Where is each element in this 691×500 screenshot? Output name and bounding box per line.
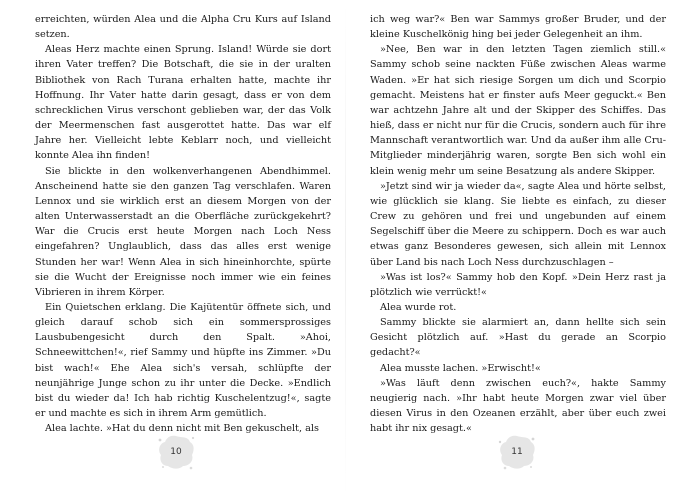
paragraph: »Nee, Ben war in den letzten Tagen ziemlich still.« Sammy schob seine nackten Füße zwischen Aleas warme Waden. »Er hat sich riesige Sorgen um dich und Scorpio gemacht. Meistens hat er finster aufs Meer geguckt.« Ben war achtzehn Jahre alt und der Skipper des Schiffes. Das hieß, dass er nicht nur für die Crucis, sondern auch für ihre Mannschaft verantwortlich war. Und da außer ihm alle Cru-Mitglieder minderjährig waren, sorgte Ben sich wohl ein klein wenig mehr um seine Besatzung als andere Skipper. xyxy=(370,44,666,177)
paragraph: ich weg war?« Ben war Sammys großer Bruder, und der kleine Kuschelkönig hing bei jeder Gelegenheit an ihm. xyxy=(370,14,666,41)
paragraph: »Was ist los?« Sammy hob den Kopf. »Dein Herz rast ja plötzlich wie verrückt!« xyxy=(370,271,666,298)
paragraph: »Was läuft denn zwischen euch?«, hakte Sammy neugierig nach. »Ihr habt heute Morgen zwar viel über diesen Virus in den Ozeanen erzählt, aber über euch zwei habt ihr nix gesagt.« xyxy=(370,377,666,435)
right-page xyxy=(370,12,666,436)
paragraph: Sammy blickte sie alarmiert an, dann hellte sich sein Gesicht plötzlich auf. »Hast du gerade an Scorpio gedacht?« xyxy=(370,317,666,359)
page-number: 10 xyxy=(170,447,182,457)
paragraph: Alea wurde rot. xyxy=(380,301,457,313)
paragraph: Ein Quietschen erklang. Die Kajütentür öffnete sich, und gleich darauf schob sich ein sommersprossiges Lausbubengesicht durch den Spalt. »Ahoi, Schneewittchen!«, rief Sammy und hüpfte ins Zimmer. »Du bist wach!« Ehe Alea sich's versah, schlüpfte der neunjährige Junge schon zu ihr unter die Decke. »Endlich bist du wieder da! Ich hab richtig Kuschelentzug!«, sagte er und machte es sich in ihrem Arm gemütlich. xyxy=(35,301,331,420)
page-number-ornament xyxy=(155,432,197,472)
paragraph: Aleas Herz machte einen Sprung. Island! Würde sie dort ihren Vater treffen? Die Botschaft, die sie in der uralten Bibliothek von Rach Turana erhalten hatte, machte ihr Hoffnung. Ihr Vater hatte darin gesagt, dass er von dem schrecklichen Virus verschont geblieben war, der das Volk der Meermenschen fast ausgerottet hatte. Das war elf Jahre her. Vielleicht lebte Keblarr noch, und vielleicht konnte Alea ihn finden! xyxy=(35,44,331,162)
page-number: 11 xyxy=(511,447,523,457)
paragraph: erreichten, würden Alea und die Alpha Cru Kurs auf Island setzen. xyxy=(35,14,331,41)
left-page xyxy=(35,12,331,436)
paragraph: Sie blickte in den wolkenverhangenen Abendhimmel. Anscheinend hatte sie den ganzen Tag verschlafen. Waren Lennox und sie wirklich erst an diesem Morgen von der alten Unterwasserstadt an die Oberfläche zurückgekehrt? War die Crucis erst heute Morgen nach Loch Ness eingefahren? Unglaublich, dass das alles erst wenige Stunden her war! Wenn Alea in sich hineinhorchte, spürte sie die Wucht der Ereignisse noch immer wie ein feines Vibrieren in ihrem Körper. xyxy=(35,165,331,298)
paragraph: Alea lachte. »Hat du denn nicht mit Ben gekuschelt, als xyxy=(45,423,319,435)
page-gutter xyxy=(345,0,346,500)
page-number-ornament xyxy=(496,432,538,472)
paragraph: Alea musste lachen. »Erwischt!« xyxy=(380,362,541,374)
paragraph: »Jetzt sind wir ja wieder da«, sagte Alea und hörte selbst, wie glücklich sie klang. Sie liebte es einfach, zu dieser Crew zu gehören und frei und ungebunden auf einem Segelschiff über die Meere zu schippern. Doch es war auch etwas ganz Besonderes gewesen, sich allein mit Lennox über Land bis nach Loch Ness durchzuschlagen – xyxy=(370,180,666,268)
